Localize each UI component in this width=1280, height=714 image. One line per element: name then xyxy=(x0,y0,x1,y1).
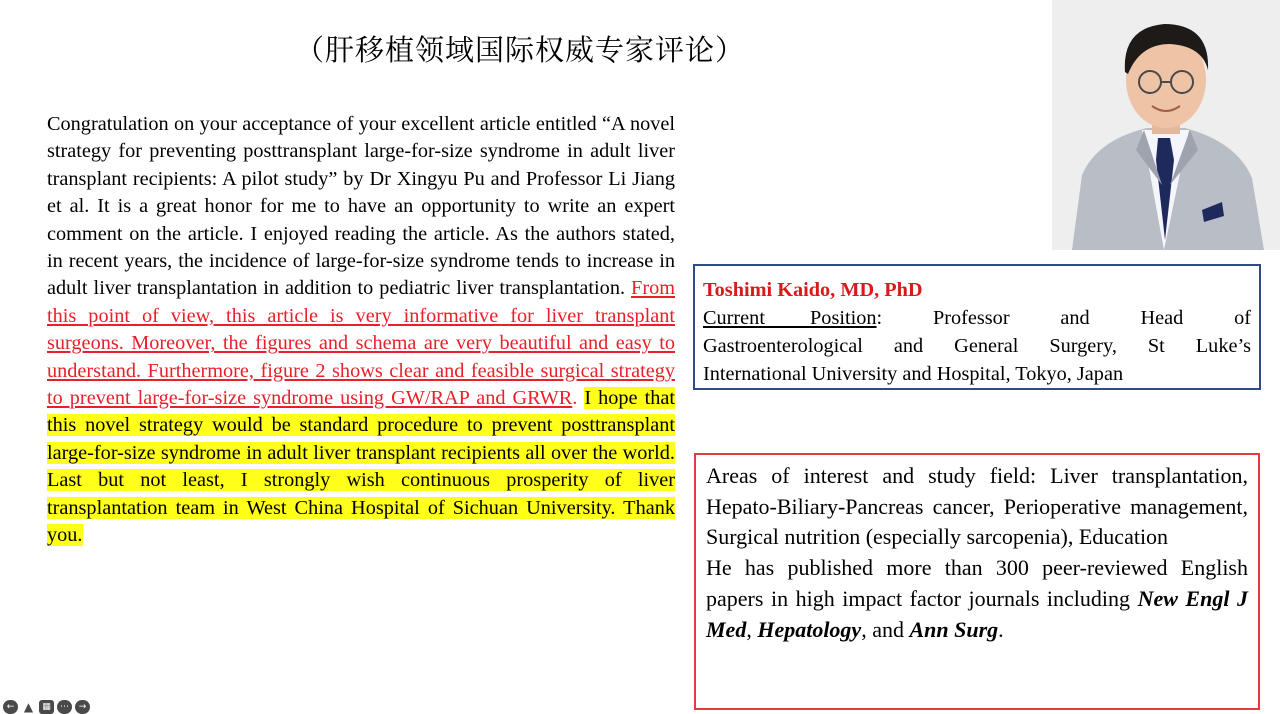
journal-separator: , and xyxy=(861,616,910,642)
position-colon: : xyxy=(876,307,883,329)
position-word: Head xyxy=(1140,307,1184,329)
back-icon[interactable]: ← xyxy=(3,700,18,714)
position-rest-line-2: International University and Hospital, Tokyo, Japan xyxy=(703,363,1124,385)
forward-icon[interactable]: → xyxy=(75,700,90,714)
comment-red-period: . xyxy=(572,387,578,410)
position-rest-line-1: Gastroenterological and General Surgery, St Luke’s xyxy=(703,335,1251,357)
interests-box xyxy=(694,453,1260,710)
position-line xyxy=(703,304,1251,332)
expert-name: Toshimi Kaido, MD, PhD xyxy=(703,279,923,301)
presentation-toolbar xyxy=(3,700,90,714)
slides-icon[interactable]: ▦ xyxy=(39,700,54,714)
more-icon[interactable]: ⋯ xyxy=(57,700,72,714)
publications-intro: He has published more than 300 peer-reviewed English papers in high impact factor journals including xyxy=(706,555,1248,611)
position-label: Current Position xyxy=(703,307,877,329)
journal-ann-surg: Ann Surg xyxy=(909,616,999,642)
pointer-icon[interactable]: ▲ xyxy=(23,700,34,714)
slide-title: （肝移植领域国际权威专家评论） xyxy=(294,33,745,67)
publications-end: . xyxy=(998,616,1004,642)
expert-portrait-photo xyxy=(1052,0,1280,250)
position-word: and xyxy=(1060,307,1090,329)
comment-highlighted: I hope that this novel strategy would be standard procedure to prevent posttransplant large-for-size syndrome in adult liver transplant recipients all over the world. Last but not least, I strongly wish continuous prosperity of liver transplantation team in West China Hospital of Sichuan University. Thank you. xyxy=(47,387,675,547)
interests-text: Areas of interest and study field: Liver transplantation, Hepato-Biliary-Pancreas cancer, Perioperative management, Surgical nutrition (especially sarcopenia), Education xyxy=(706,463,1248,550)
comment-intro: Congratulation on your acceptance of your excellent article entitled “A novel strategy for preventing posttransplant large-for-size syndrome in adult liver transplant recipients: A pilot study” by Dr Xingyu Pu and Professor Li Jiang et al. It is a great honor for me to have an opportunity to write an expert comment on the article. I enjoyed reading the article. As the authors stated, in recent years, the incidence of large-for-size syndrome tends to increase in adult liver transplantation in addition to pediatric liver transplantation. xyxy=(47,113,675,300)
journal-nejm: New Engl J Med xyxy=(706,585,1248,642)
expert-comment-text xyxy=(47,111,675,550)
comment-red-underlined: From this point of view, this article is very informative for liver transplant surgeons. Moreover, the figures and schema are very beautiful and easy to understand. Furthermore, figure 2 shows clear and feasible surgical strategy to prevent large-for-size syndrome using GW/RAP and GRWR xyxy=(47,277,675,410)
portrait-illustration xyxy=(1052,0,1280,250)
position-label-group xyxy=(703,304,882,332)
profile-box xyxy=(693,264,1261,390)
journal-hepatology: Hepatology xyxy=(757,616,862,642)
publications-text xyxy=(706,553,1248,645)
journal-separator: , xyxy=(746,616,758,642)
position-word: Professor xyxy=(932,307,1010,329)
position-word: of xyxy=(1234,307,1251,329)
